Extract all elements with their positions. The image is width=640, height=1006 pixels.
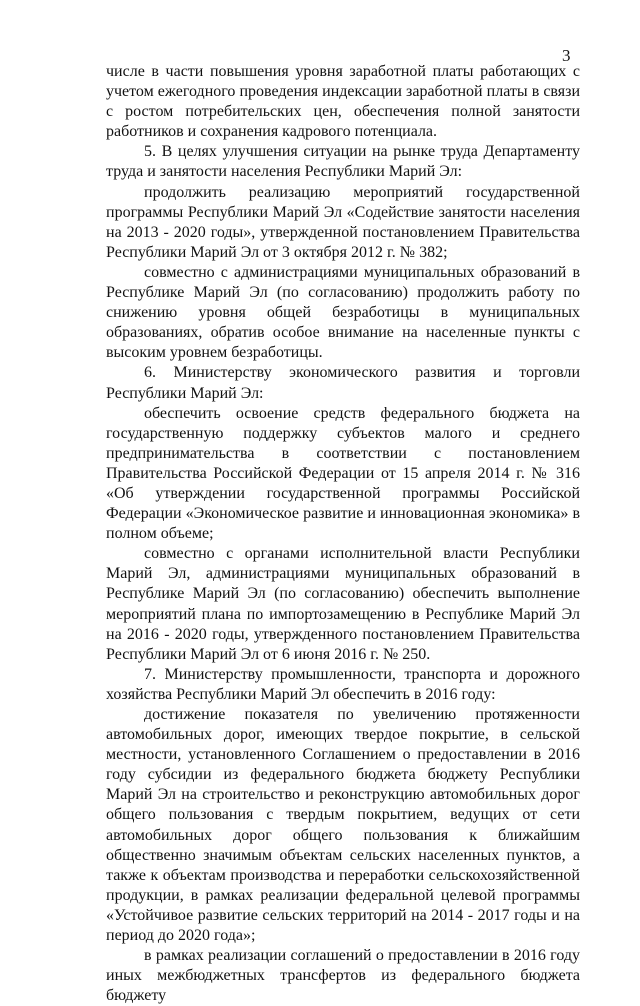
paragraph-7-transfers: в рамках реализации соглашений о предоставлении в 2016 году иных межбюджетных трансфертов из федерального бюджета бюджету	[106, 947, 580, 1005]
paragraph-item-7: 7. Министерству промышленности, транспорта и дорожного хозяйства Республики Марий Эл обеспечить в 2016 году:	[106, 665, 580, 703]
paragraph-7-roads: достижение показателя по увеличению протяженности автомобильных дорог, имеющих твердое покрытие, в сельской местности, установленного Соглашением о предоставлении в 2016 году субсидии из федерального бюджета бюджету Республики Марий Эл на строительство и реконструкцию автомобильных дорог общего пользования с твердым покрытием, ведущих от сети автомобильных дорог общего пользования к ближайшим общественно значимым объектам сельских населенных пунктов, а также к объектам производства и переработки сельскохозяйственной продукции, в рамках реализации федеральной целевой программы «Устойчивое развитие сельских территорий на 2014 - 2017 годы и на период до 2020 года»;	[106, 706, 580, 945]
paragraph-continuation: числе в части повышения уровня заработной платы работающих с учетом ежегодного проведения индексации заработной платы в связи с ростом потребительских цен, обеспечения полной занятости работников и сохранения кадрового потенциала.	[106, 63, 580, 141]
page-number: 3	[562, 46, 571, 65]
paragraph-6-federal-funds: обеспечить освоение средств федерального бюджета на государственную поддержку субъектов малого и среднего предпринимательства в соответствии с постановлением Правительства Российской Федерации от 15 апреля 2014 г. № 316 «Об утверждении государственной программы Российской Федерации «Экономическое развитие и инновационная экономика» в полном объеме;	[106, 404, 580, 543]
paragraph-5-continue-program: продолжить реализацию мероприятий государственной программы Республики Марий Эл «Содействие занятости населения на 2013 - 2020 годы», утвержденной постановлением Правительства Республики Марий Эл от 3 октября 2012 г. № 382;	[106, 183, 580, 261]
document-body	[106, 62, 580, 1006]
paragraph-6-import-substitution: совместно с органами исполнительной власти Республики Марий Эл, администрациями муниципальных образований в Республике Марий Эл (по согласованию) обеспечить выполнение мероприятий плана по импортозамещению в Республике Марий Эл на 2016 - 2020 годы, утвержденного постановлением Правительства Республики Марий Эл от 6 июня 2016 г. № 250.	[106, 545, 580, 663]
paragraph-5-reduce-unemployment: совместно с администрациями муниципальных образований в Республике Марий Эл (по согласованию) продолжить работу по снижению уровня общей безработицы в муниципальных образованиях, обратив особое внимание на населенные пункты с высоким уровнем безработицы.	[106, 263, 580, 362]
paragraph-item-5: 5. В целях улучшения ситуации на рынке труда Департаменту труда и занятости населения Республики Марий Эл:	[106, 143, 580, 181]
paragraph-item-6: 6. Министерству экономического развития и торговли Республики Марий Эл:	[106, 364, 580, 402]
